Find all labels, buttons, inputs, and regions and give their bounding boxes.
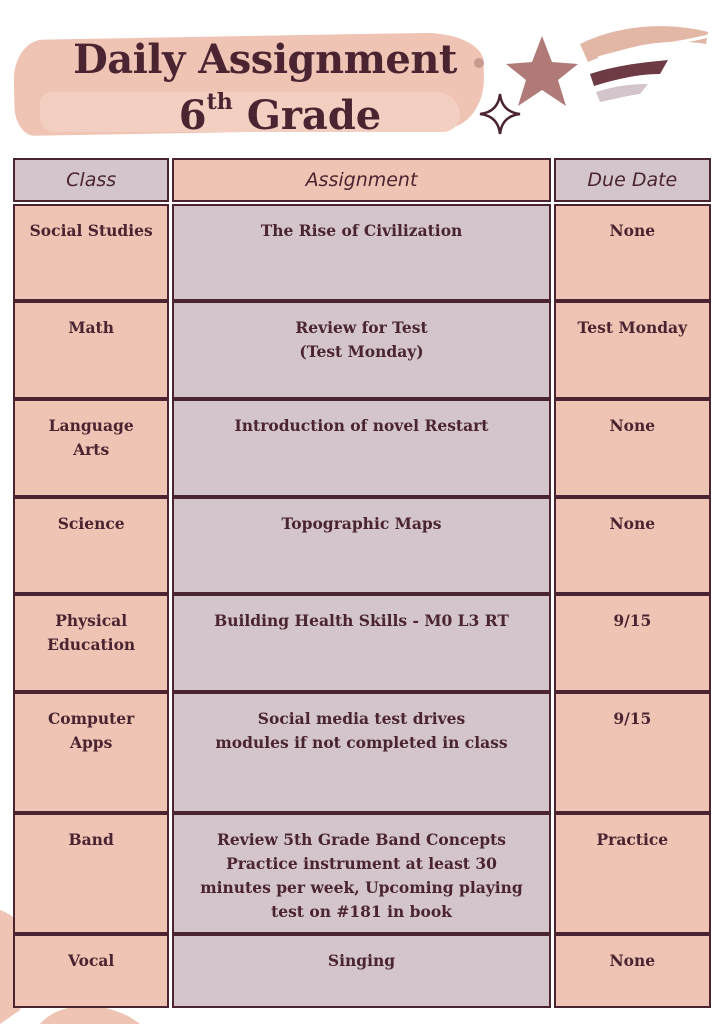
class-cell: Vocal (13, 934, 169, 1008)
assignment-cell: Singing (172, 934, 550, 1008)
class-cell: Band (13, 813, 169, 934)
class-cell: Science (13, 497, 169, 594)
due-date-cell: None (554, 497, 711, 594)
header-due-date: Due Date (554, 158, 711, 202)
due-date-cell: 9/15 (554, 692, 711, 813)
header-assignment: Assignment (172, 158, 550, 202)
shooting-star-decoration (470, 14, 720, 144)
assignment-table (13, 158, 711, 1008)
due-date-cell: None (554, 399, 711, 497)
class-cell: Social Studies (13, 204, 169, 301)
table-row (13, 692, 711, 813)
header-class: Class (13, 158, 169, 202)
sparkle-icon (480, 94, 520, 134)
due-date-cell: Practice (554, 813, 711, 934)
assignment-cell: Topographic Maps (172, 497, 550, 594)
assignment-cell: Review for Test (Test Monday) (172, 301, 550, 399)
assignment-cell: Introduction of novel Restart (172, 399, 550, 497)
grade-word: Grade (246, 92, 382, 139)
star-icon (506, 36, 578, 106)
due-date-cell: None (554, 934, 711, 1008)
table-row (13, 594, 711, 692)
assignment-cell: Review 5th Grade Band Concepts Practice instrument at least 30 minutes per week, Upcoming playing test on #181 in book (172, 813, 550, 934)
assignment-cell: The Rise of Civilization (172, 204, 550, 301)
page-title: Daily Assignment (73, 36, 457, 83)
due-date-cell: 9/15 (554, 594, 711, 692)
class-cell: Computer Apps (13, 692, 169, 813)
class-cell: Math (13, 301, 169, 399)
table-row (13, 204, 711, 301)
grade-number: 6 (178, 92, 207, 139)
header (0, 0, 724, 150)
assignment-cell: Building Health Skills - M0 L3 RT (172, 594, 550, 692)
due-date-cell: None (554, 204, 711, 301)
table-row (13, 813, 711, 934)
table-header-row (13, 158, 711, 202)
assignment-cell: Social media test drives modules if not completed in class (172, 692, 550, 813)
grade-suffix: th (206, 88, 233, 115)
table-row (13, 399, 711, 497)
due-date-cell: Test Monday (554, 301, 711, 399)
class-cell: Language Arts (13, 399, 169, 497)
class-cell: Physical Education (13, 594, 169, 692)
table-row (13, 301, 711, 399)
table-row (13, 497, 711, 594)
table-row (13, 934, 711, 1008)
